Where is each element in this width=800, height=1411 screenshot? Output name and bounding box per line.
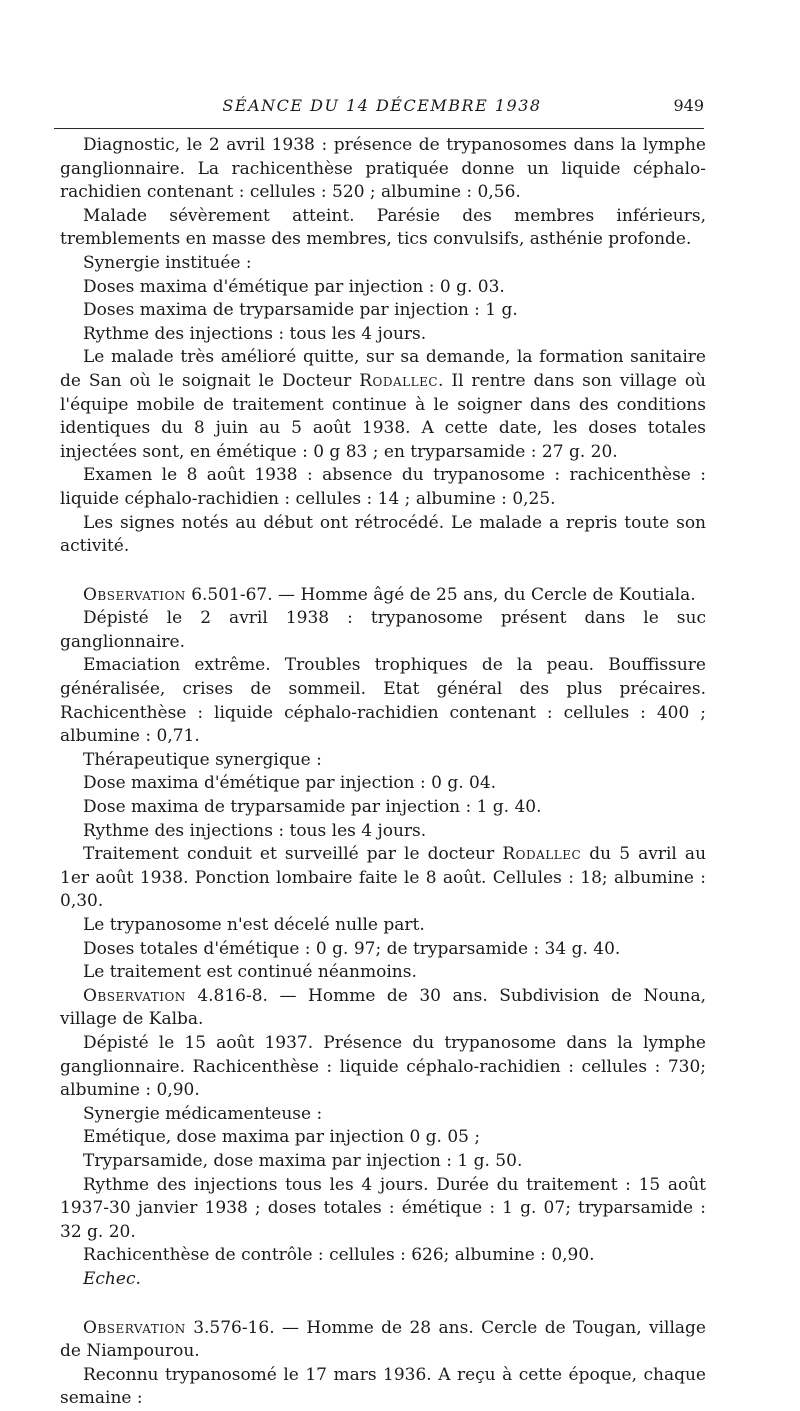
paragraph: Rachicenthèse de contrôle : cellules : 626; albumine : 0,90. [83, 1245, 595, 1266]
paragraph [60, 843, 706, 914]
text-span: . Il rentre dans son village où l'équipe mobile de traitement continue à le soigner dans des conditions identiques du 8 juin au 5 août 1938. A cette date, les doses totales injectées sont, en émétique : 0 g 83 ; en tryparsamide : 27 g. 20. [60, 370, 706, 462]
paragraph [60, 346, 706, 464]
text-span: 6.501-67. — Homme âgé de 25 ans, du Cercle de Koutiala. [191, 584, 696, 605]
text-span: Traitement conduit et surveillé par le docteur [83, 844, 495, 865]
paragraph: Examen le 8 août 1938 : absence du trypanosome : rachicenthèse : liquide céphalo-rachidien : cellules : 14 ; albumine : 0,25. [60, 465, 706, 509]
section-gap [60, 559, 706, 584]
paragraph: Dépisté le 2 avril 1938 : trypanosome présent dans le suc ganglionnaire. [60, 608, 706, 652]
text-span: Le malade très amélioré quitte, sur sa demande, la formation sanitaire de San où le soignait le Docteur [60, 347, 706, 391]
paragraph: Diagnostic, le 2 avril 1938 : présence de trypanosomes dans la lymphe ganglionnaire. La rachicenthèse pratiquée donne un liquide céphalo-rachidien contenant : cellules : 520 ; albumine : 0,56. [60, 135, 706, 203]
paragraph: Doses totales d'émétique : 0 g. 97; de tryparsamide : 34 g. 40. [83, 938, 621, 959]
page-number: 949 [673, 96, 704, 115]
page-header [60, 96, 704, 120]
paragraph: Reconnu trypanosomé le 17 mars 1936. A reçu à cette époque, chaque semaine : [60, 1364, 706, 1409]
author-name: Rodallec [359, 370, 439, 391]
paragraph: Les signes notés au début ont rétrocédé. Le malade a repris toute son activité. [60, 512, 706, 557]
paragraph: Emétique, dose maxima par injection 0 g. 05 ; [83, 1127, 481, 1148]
observation-heading [60, 985, 706, 1032]
running-title: SÉANCE DU 14 DÉCEMBRE 1938 [222, 96, 542, 115]
text-span: 4.816-8. — Homme de 30 ans. Subdivision de Nouna, village de Kalba. [60, 985, 706, 1030]
paragraph: Synergie médicamenteuse : [83, 1103, 323, 1124]
section-gap [60, 1292, 706, 1317]
paragraph: Rythme des injections tous les 4 jours. Durée du traitement : 15 août 1937-30 janvier 1938 ; doses totales : émétique : 1 g. 07; tryparsamide : 32 g. 20. [60, 1174, 706, 1242]
observation-label: Observation [83, 1317, 186, 1338]
paragraph: Doses maxima de tryparsamide par injection : 1 g. [83, 300, 518, 321]
paragraph: Emaciation extrême. Troubles trophiques de la peau. Bouffissure généralisée, crises de sommeil. Etat général des plus précaires. Rachicenthèse : liquide céphalo-rachidien contenant : cellules : 400 ; albumine : 0,71. [60, 655, 706, 747]
paragraph: Dose maxima de tryparsamide par injection : 1 g. 40. [83, 797, 542, 818]
header-rule [54, 128, 704, 129]
text-span: 3.576-16. — Homme de 28 ans. Cercle de Tougan, village de Niampourou. [60, 1317, 706, 1362]
result-echec: Echec. [83, 1268, 141, 1289]
body-text [60, 134, 706, 1411]
paragraph: Doses maxima d'émétique par injection : 0 g. 03. [83, 276, 505, 297]
paragraph: Le traitement est continué néanmoins. [83, 962, 417, 983]
paragraph: Dose maxima d'émétique par injection : 0 g. 04. [83, 773, 497, 794]
text-span: du 5 avril au 1er août 1938. Ponction lombaire faite le 8 août. Cellules : 18; albumine : 0,30. [60, 844, 707, 912]
paragraph: Thérapeutique synergique : [83, 749, 322, 770]
paragraph: Rythme des injections : tous les 4 jours. [83, 323, 427, 344]
paragraph: Le trypanosome n'est décelé nulle part. [83, 915, 425, 935]
paragraph: Tryparsamide, dose maxima par injection : 1 g. 50. [83, 1150, 523, 1171]
author-name: Rodallec [502, 844, 582, 865]
observation-label: Observation [83, 985, 186, 1006]
paragraph: Synergie instituée : [83, 252, 252, 273]
observation-heading [60, 1317, 706, 1364]
observation-heading [60, 584, 706, 608]
paragraph: Dépisté le 15 août 1937. Présence du trypanosome dans la lymphe ganglionnaire. Rachicenthèse : liquide céphalo-rachidien : cellules : 730; albumine : 0,90. [60, 1032, 706, 1101]
paragraph: Rythme des injections : tous les 4 jours. [83, 820, 427, 841]
paragraph: Malade sévèrement atteint. Parésie des membres inférieurs, tremblements en masse des membres, tics convulsifs, asthénie profonde. [60, 205, 706, 250]
observation-label: Observation [83, 584, 186, 605]
